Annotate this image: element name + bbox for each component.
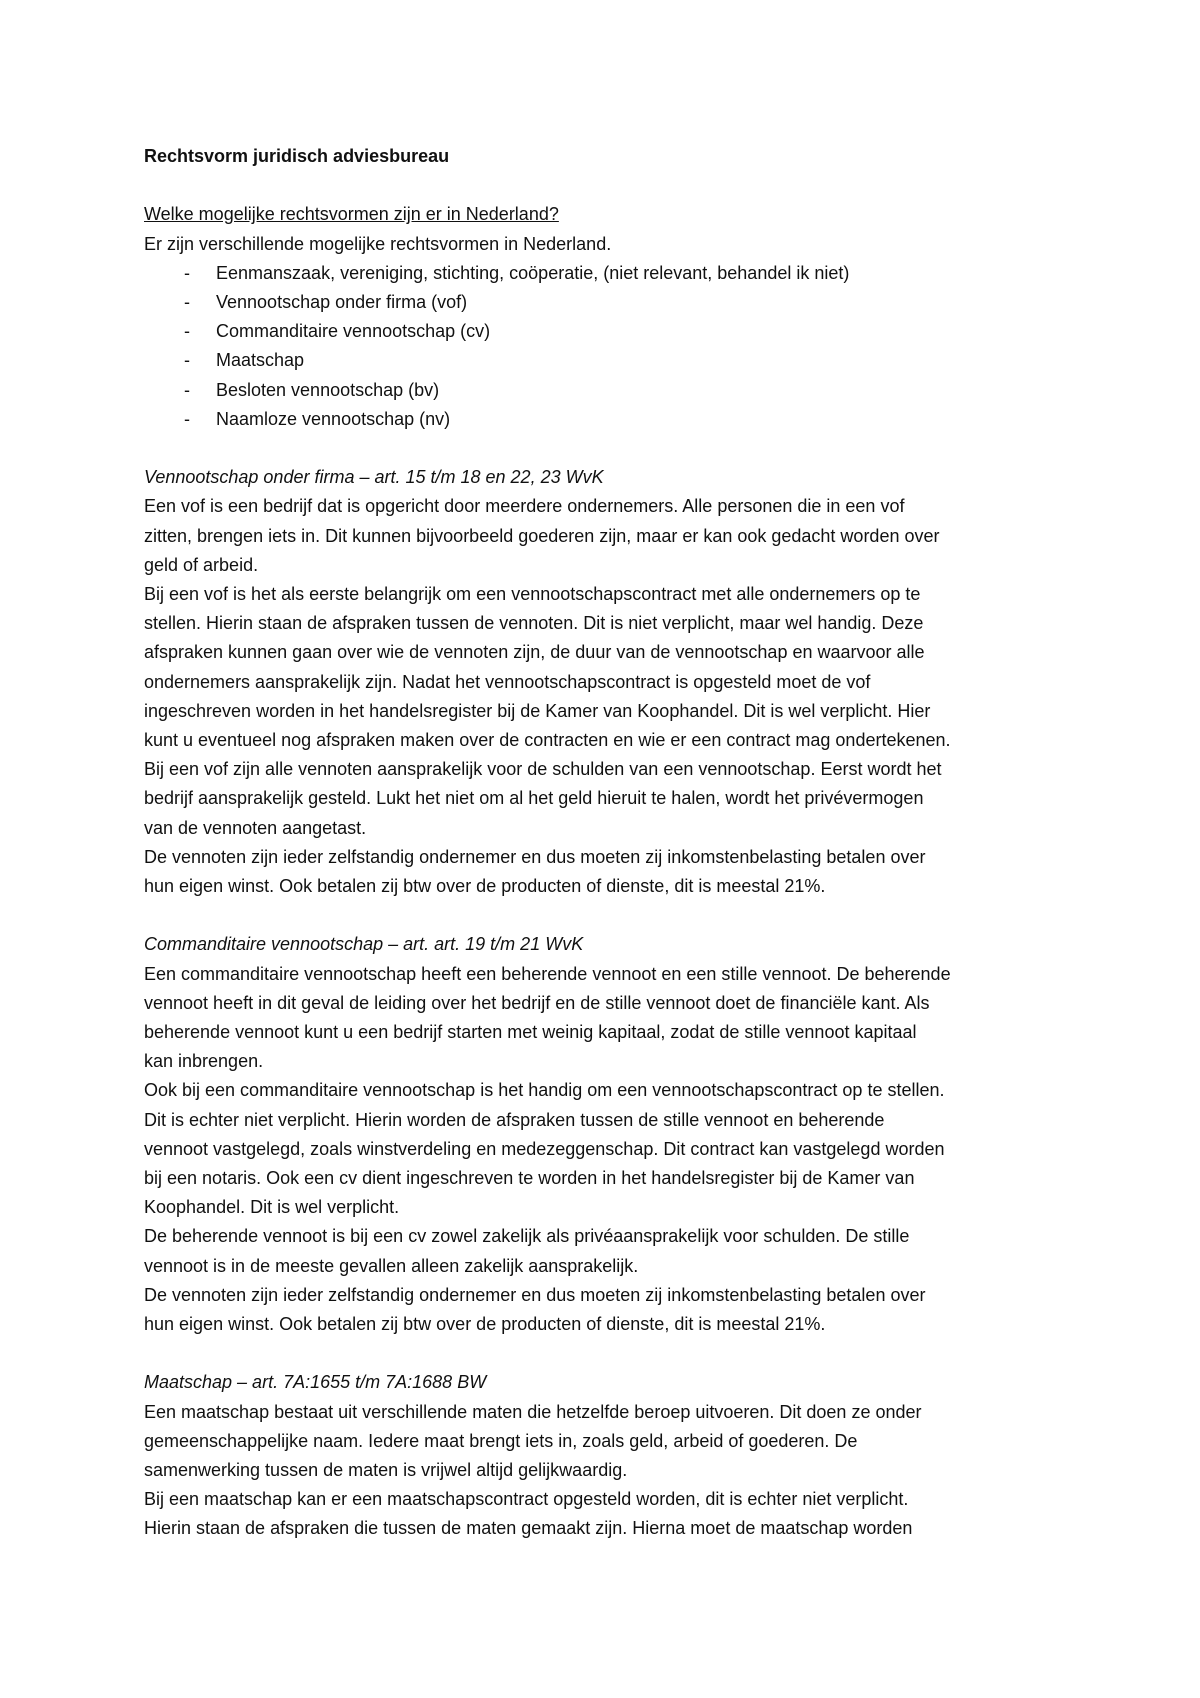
paragraph-line: beherende vennoot kunt u een bedrijf starten met weinig kapitaal, zodat de stille vennoot kapitaal <box>144 1022 917 1043</box>
section-heading: Commanditaire vennootschap – art. art. 19 t/m 21 WvK <box>144 934 584 955</box>
list-item-text: Eenmanszaak, vereniging, stichting, coöperatie, (niet relevant, behandel ik niet) <box>216 262 850 283</box>
paragraph-line: gemeenschappelijke naam. Iedere maat brengt iets in, zoals geld, arbeid of goederen. De <box>144 1430 858 1451</box>
paragraph-line: Een vof is een bedrijf dat is opgericht door meerdere ondernemers. Alle personen die in een vof <box>144 496 905 517</box>
bullet-marker: - <box>184 321 190 342</box>
paragraph-line: Dit is echter niet verplicht. Hierin worden de afspraken tussen de stille vennoot en beherende <box>144 1109 885 1130</box>
spacer <box>144 901 1074 930</box>
paragraph-line: Ook bij een commanditaire vennootschap is het handig om een vennootschapscontract op te stellen. <box>144 1080 945 1101</box>
paragraph-line: afspraken kunnen gaan over wie de vennoten zijn, de duur van de vennootschap en waarvoor alle <box>144 642 925 663</box>
list-item-text: Commanditaire vennootschap (cv) <box>216 321 491 342</box>
paragraph-line: stellen. Hierin staan de afspraken tussen de vennoten. Dit is niet verplicht, maar wel handig. Deze <box>144 613 924 634</box>
document-page <box>144 142 1074 1544</box>
paragraph-line: hun eigen winst. Ook betalen zij btw over de producten of dienste, dit is meestal 21%. <box>144 1314 826 1335</box>
bullet-marker: - <box>184 262 190 283</box>
paragraph-line: De vennoten zijn ieder zelfstandig ondernemer en dus moeten zij inkomstenbelasting betalen over <box>144 846 926 867</box>
paragraph-line: vennoot heeft in dit geval de leiding over het bedrijf en de stille vennoot doet de financiële kant. Als <box>144 992 930 1013</box>
intro-paragraph: Er zijn verschillende mogelijke rechtsvormen in Nederland. <box>144 233 612 254</box>
list-item <box>144 405 1074 434</box>
paragraph-line: De vennoten zijn ieder zelfstandig ondernemer en dus moeten zij inkomstenbelasting betalen over <box>144 1284 926 1305</box>
list-item-text: Naamloze vennootschap (nv) <box>216 408 451 429</box>
paragraph-line: Koophandel. Dit is wel verplicht. <box>144 1197 400 1218</box>
paragraph-line: bij een notaris. Ook een cv dient ingeschreven te worden in het handelsregister bij de Kamer van <box>144 1168 915 1189</box>
bullet-marker: - <box>184 292 190 312</box>
section-heading: Vennootschap onder firma – art. 15 t/m 18 en 22, 23 WvK <box>144 467 604 488</box>
spacer <box>144 171 1074 200</box>
paragraph-line: bedrijf aansprakelijk gesteld. Lukt het niet om al het geld hieruit te halen, wordt het privévermogen <box>144 788 924 809</box>
bullet-marker: - <box>184 408 190 429</box>
section-heading: Maatschap – art. 7A:1655 t/m 7A:1688 BW <box>144 1372 487 1393</box>
question-heading: Welke mogelijke rechtsvormen zijn er in Nederland? <box>144 204 559 225</box>
list-item-text: Maatschap <box>216 350 305 371</box>
paragraph-line: kunt u eventueel nog afspraken maken over de contracten en wie er een contract mag ondertekenen. <box>144 730 951 751</box>
spacer <box>144 434 1074 463</box>
section-vof <box>144 463 1074 901</box>
paragraph-line: vennoot is in de meeste gevallen alleen zakelijk aansprakelijk. <box>144 1255 639 1276</box>
paragraph-line: geld of arbeid. <box>144 554 259 575</box>
section-maatschap <box>144 1368 1074 1543</box>
list-item-text: Besloten vennootschap (bv) <box>216 379 440 400</box>
bullet-marker: - <box>184 379 190 400</box>
list-item <box>144 259 1074 288</box>
paragraph-line: ondernemers aansprakelijk zijn. Nadat het vennootschapscontract is opgesteld moet de vof <box>144 671 871 692</box>
spacer <box>144 1339 1074 1368</box>
paragraph-line: kan inbrengen. <box>144 1051 264 1072</box>
paragraph-line: Hierin staan de afspraken die tussen de maten gemaakt zijn. Hierna moet de maatschap worden <box>144 1518 913 1539</box>
paragraph-line: van de vennoten aangetast. <box>144 817 367 838</box>
paragraph-line: De beherende vennoot is bij een cv zowel zakelijk als privéaansprakelijk voor schulden. De stille <box>144 1226 910 1247</box>
list-item <box>144 376 1074 405</box>
bullet-marker: - <box>184 350 190 371</box>
paragraph-line: Bij een vof is het als eerste belangrijk om een vennootschapscontract met alle ondernemers op te <box>144 584 921 605</box>
paragraph-line: Bij een maatschap kan er een maatschapscontract opgesteld worden, dit is echter niet verplicht. <box>144 1489 909 1510</box>
paragraph-line: samenwerking tussen de maten is vrijwel altijd gelijkwaardig. <box>144 1460 628 1481</box>
paragraph-line: Bij een vof zijn alle vennoten aansprakelijk voor de schulden van een vennootschap. Eerst wordt het <box>144 759 942 780</box>
list-item <box>144 346 1074 375</box>
section-cv <box>144 930 1074 1339</box>
paragraph-line: zitten, brengen iets in. Dit kunnen bijvoorbeeld goederen zijn, maar er kan ook gedacht worden over <box>144 525 940 546</box>
paragraph-line: ingeschreven worden in het handelsregister bij de Kamer van Koophandel. Dit is wel verplicht. Hier <box>144 700 931 721</box>
paragraph-line: hun eigen winst. Ook betalen zij btw over de producten of dienste, dit is meestal 21%. <box>144 876 826 897</box>
list-item-text: Vennootschap onder firma (vof) <box>216 292 468 312</box>
list-item <box>144 317 1074 346</box>
paragraph-line: vennoot vastgelegd, zoals winstverdeling en medezeggenschap. Dit contract kan vastgelegd worden <box>144 1138 945 1159</box>
list-item <box>144 288 1074 317</box>
paragraph-line: Een commanditaire vennootschap heeft een beherende vennoot en een stille vennoot. De beherende <box>144 963 951 984</box>
paragraph-line: Een maatschap bestaat uit verschillende maten die hetzelfde beroep uitvoeren. Dit doen ze onder <box>144 1401 922 1422</box>
document-title: Rechtsvorm juridisch adviesbureau <box>144 146 450 166</box>
rechtsvormen-list <box>144 259 1074 434</box>
